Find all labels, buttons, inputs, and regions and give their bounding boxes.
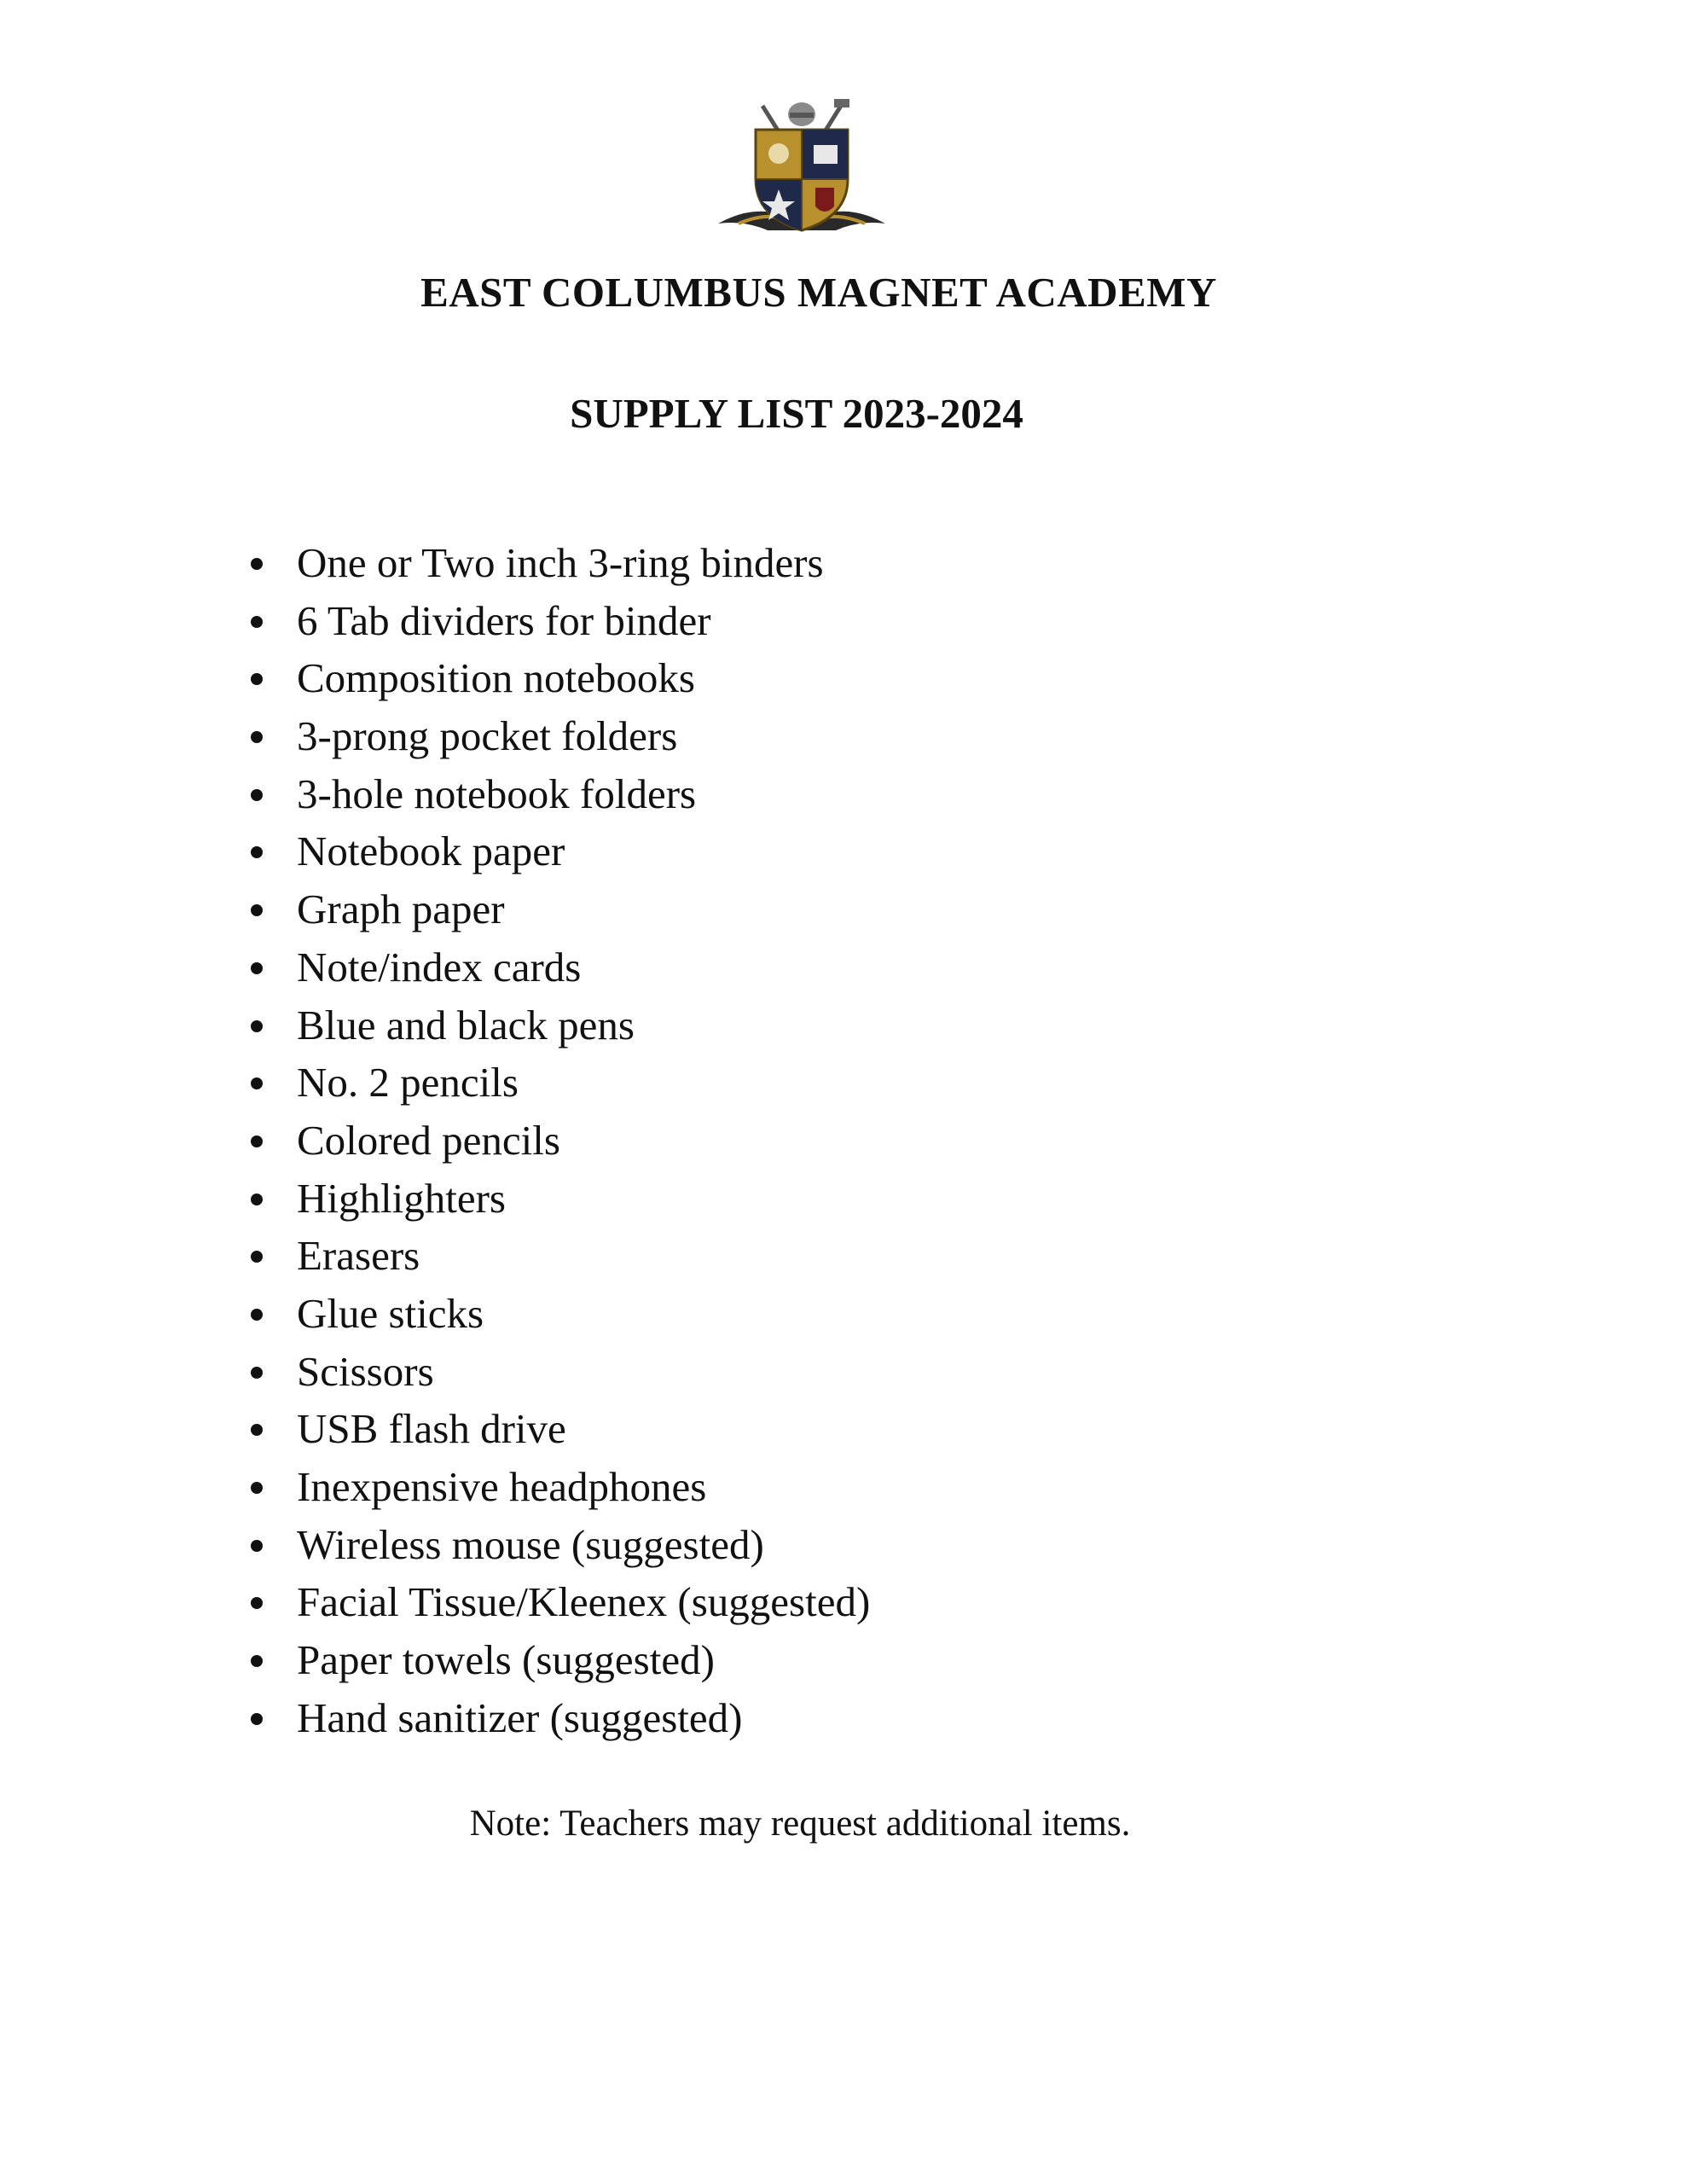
list-item-label: Facial Tissue/Kleenex (suggested): [297, 1578, 871, 1626]
list-item: [247, 1112, 870, 1170]
list-item-label: Hand sanitizer (suggested): [297, 1693, 743, 1741]
list-item: [247, 1054, 870, 1112]
bullet-icon: [251, 1020, 263, 1032]
list-item: [247, 880, 870, 938]
bullet-icon: [251, 1655, 263, 1667]
bullet-icon: [251, 1077, 263, 1089]
list-item: [247, 765, 870, 823]
list-item-label: Scissors: [297, 1347, 434, 1395]
list-item: [247, 996, 870, 1054]
list-item: [247, 649, 870, 707]
bullet-icon: [251, 1194, 263, 1205]
list-item-label: 6 Tab dividers for binder: [297, 596, 711, 644]
bullet-icon: [251, 904, 263, 916]
list-item: [247, 1170, 870, 1228]
list-item-label: Paper towels (suggested): [297, 1636, 715, 1684]
list-item: [247, 1400, 870, 1458]
bullet-icon: [251, 1424, 263, 1436]
list-item: [247, 592, 870, 650]
bullet-icon: [251, 1540, 263, 1552]
bullet-icon: [251, 673, 263, 685]
list-item-label: One or Two inch 3-ring binders: [297, 539, 824, 586]
bullet-icon: [251, 789, 263, 801]
list-item: [247, 938, 870, 996]
list-item: [247, 1343, 870, 1401]
bullet-icon: [251, 616, 263, 628]
list-item-label: USB flash drive: [297, 1405, 566, 1453]
bullet-icon: [251, 1482, 263, 1494]
list-item: [247, 707, 870, 765]
list-item-label: Graph paper: [297, 886, 505, 933]
list-item-label: Notebook paper: [297, 828, 565, 875]
list-item: [247, 1458, 870, 1516]
list-item: [247, 822, 870, 880]
supply-list: [247, 534, 870, 1746]
list-item-label: Note/index cards: [297, 943, 582, 990]
school-name: EAST COLUMBUS MAGNET ACADEMY: [420, 269, 1217, 316]
bullet-icon: [251, 1713, 263, 1725]
footer-note: Note: Teachers may request additional items.: [469, 1804, 1131, 1844]
list-item-label: Colored pencils: [297, 1116, 560, 1164]
school-crest-logo: [701, 96, 902, 247]
list-item-label: Blue and black pens: [297, 1001, 635, 1048]
list-item: [247, 1689, 870, 1747]
list-item-label: Erasers: [297, 1232, 420, 1280]
bullet-icon: [251, 1309, 263, 1321]
bullet-icon: [251, 846, 263, 858]
bullet-icon: [251, 1251, 263, 1263]
list-item-label: Inexpensive headphones: [297, 1463, 707, 1510]
bullet-icon: [251, 1136, 263, 1147]
list-item-label: 3-prong pocket folders: [297, 712, 678, 760]
list-item-label: Highlighters: [297, 1174, 506, 1222]
list-item: [247, 1285, 870, 1343]
list-item: [247, 1631, 870, 1689]
list-item: [247, 534, 870, 592]
list-item-label: 3-hole notebook folders: [297, 770, 697, 817]
bullet-icon: [251, 558, 263, 570]
list-item: [247, 1227, 870, 1285]
bullet-icon: [251, 962, 263, 974]
list-item: [247, 1516, 870, 1574]
bullet-icon: [251, 1597, 263, 1609]
page-title: SUPPLY LIST 2023-2024: [570, 390, 1023, 437]
bullet-icon: [251, 731, 263, 743]
list-item-label: No. 2 pencils: [297, 1059, 519, 1107]
list-item-label: Wireless mouse (suggested): [297, 1520, 764, 1568]
bullet-icon: [251, 1367, 263, 1379]
list-item-label: Composition notebooks: [297, 654, 695, 702]
list-item: [247, 1573, 870, 1631]
list-item-label: Glue sticks: [297, 1289, 484, 1337]
